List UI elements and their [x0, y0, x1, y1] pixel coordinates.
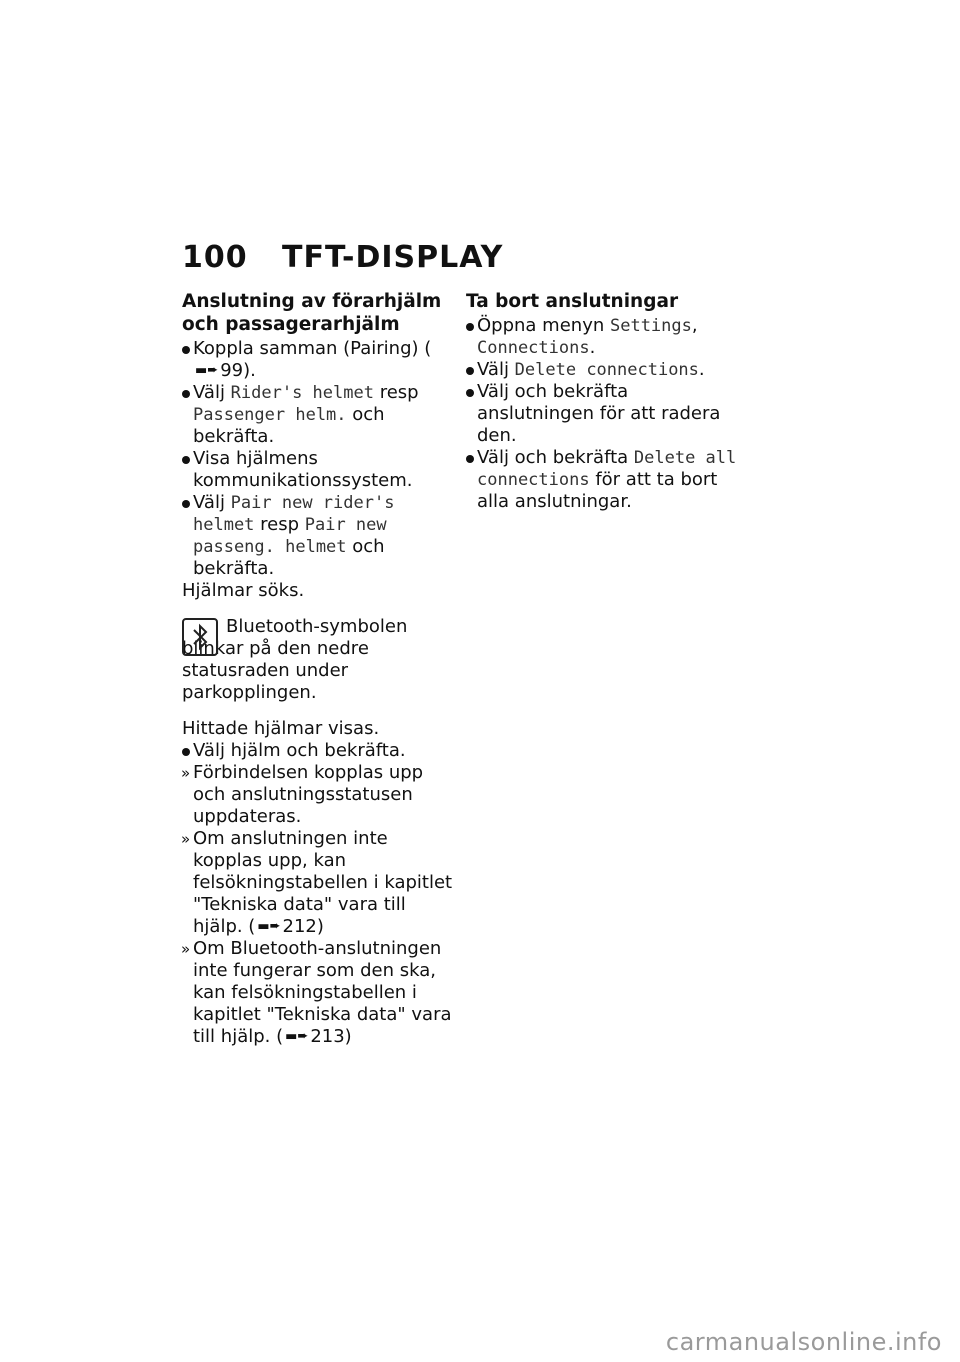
bullet-icon — [182, 748, 190, 756]
result-chevron-icon: » — [181, 764, 191, 782]
section-heading-pairing: Anslutning av förarhjälm och passagerarhjälm — [182, 291, 442, 335]
item-text: och bekräfta. — [193, 536, 385, 579]
page-number: 100 — [182, 240, 248, 275]
item-text: Öppna menyn — [477, 315, 610, 336]
bullet-icon — [182, 346, 190, 354]
list-item — [466, 381, 746, 447]
list-item — [182, 492, 454, 580]
item-text: Välj och bekräfta — [477, 447, 634, 468]
page-reference[interactable]: 213) — [310, 1026, 352, 1047]
list-item — [182, 448, 454, 492]
page-reference[interactable]: 99). — [220, 360, 256, 381]
reference-arrow-icon: ▬➨ — [195, 363, 219, 378]
chapter-title: TFT-DISPLAY — [282, 240, 504, 275]
item-text: Välj hjälm och bekräfta. — [193, 740, 406, 761]
bluetooth-note-text: Bluetooth-symbolen blinkar på den nedre statusraden under parkopplingen. — [182, 616, 408, 703]
menu-item-name: Connections — [477, 338, 590, 358]
bluetooth-icon — [182, 618, 218, 656]
bullet-icon — [182, 500, 190, 508]
list-item — [182, 338, 454, 382]
bullet-icon — [466, 323, 474, 331]
section-heading-delete: Ta bort anslutningar — [466, 291, 679, 312]
result-text: Hjälmar söks. — [182, 580, 305, 601]
item-text: , — [691, 315, 698, 336]
menu-item-name: Settings — [609, 316, 692, 336]
list-item — [466, 447, 746, 513]
result-item — [182, 828, 454, 938]
item-text: resp — [254, 514, 305, 535]
item-text: Välj och bekräfta anslutningen för att radera den. — [477, 381, 721, 446]
result-item — [182, 762, 454, 828]
reference-arrow-icon: ▬➨ — [257, 919, 281, 934]
result-item — [182, 938, 454, 1048]
page-reference[interactable]: 212) — [282, 916, 324, 937]
reference-arrow-icon: ▬➨ — [285, 1029, 309, 1044]
bullet-icon — [466, 389, 474, 397]
result-chevron-icon: » — [181, 940, 191, 958]
item-text: . — [698, 359, 705, 380]
menu-item-name: Rider's helmet — [230, 383, 374, 403]
bluetooth-note — [182, 616, 454, 704]
menu-item-name: Pair new passeng. helmet — [193, 515, 387, 557]
item-text: Välj — [477, 359, 515, 380]
left-column — [182, 290, 454, 1048]
list-item — [182, 382, 454, 448]
item-text: Om anslutningen inte kopplas upp, kan felsökningstabellen i kapitlet "Tekniska data" vara till hjälp. ( — [193, 828, 453, 937]
menu-item-name: Pair new rider's helmet — [193, 493, 395, 535]
item-text: . — [589, 337, 596, 358]
result-text: Hittade hjälmar visas. — [182, 718, 380, 739]
list-item — [182, 740, 454, 762]
menu-item-name: Delete all connections — [477, 448, 737, 490]
menu-item-name: Passenger helm. — [193, 405, 347, 425]
bullet-icon — [466, 455, 474, 463]
menu-item-name: Delete connections — [514, 360, 699, 380]
item-text: Koppla samman (Pairing) ( — [193, 338, 432, 359]
item-text: Om Bluetooth-anslutningen inte fungerar som den ska, kan felsökningstabellen i kapitlet "Tekniska data" vara till hjälp. ( — [193, 938, 452, 1047]
bullet-icon — [466, 367, 474, 375]
result-chevron-icon: » — [181, 830, 191, 848]
item-text: Visa hjälmens kommunikationssystem. — [193, 448, 413, 491]
right-column — [466, 290, 746, 513]
item-text: och bekräfta. — [193, 404, 385, 447]
watermark: carmanualsonline.info — [665, 1328, 942, 1356]
item-text: Välj — [193, 492, 231, 513]
list-item — [466, 359, 746, 381]
bullet-icon — [182, 390, 190, 398]
item-text: Välj — [193, 382, 231, 403]
item-text: Förbindelsen kopplas upp och anslutningsstatusen uppdateras. — [193, 762, 424, 827]
item-text: för att ta bort alla anslutningar. — [477, 469, 718, 512]
list-item — [466, 315, 746, 359]
bullet-icon — [182, 456, 190, 464]
item-text: resp — [373, 382, 419, 403]
